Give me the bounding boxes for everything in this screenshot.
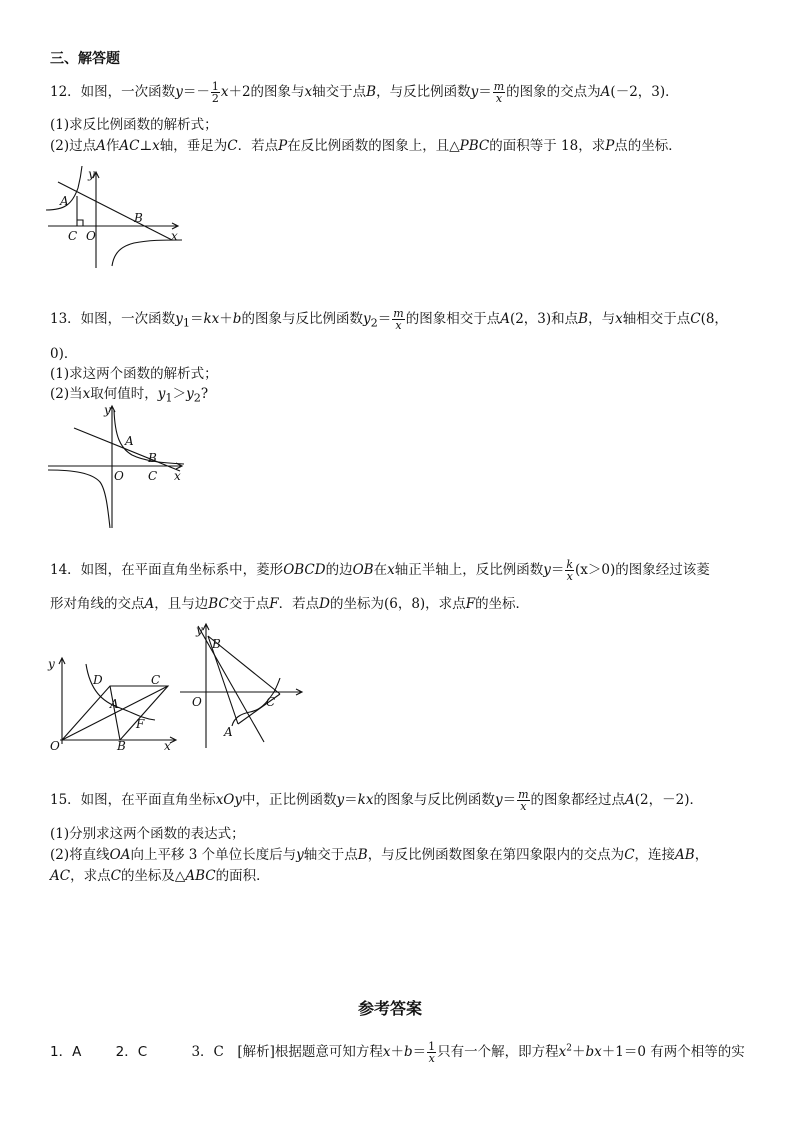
q15-label-B: B	[212, 637, 221, 651]
q13-line2: 0)．	[50, 346, 78, 362]
q15-line1: 15．如图，在平面直角坐标xOy中，正比例函数y＝kx的图象与反比例函数y＝ $\frac{m}{x}$ 的图象都经过点A(2，－2)．	[50, 788, 703, 813]
q14-label-y: y	[48, 657, 55, 671]
q12-label-y: y	[88, 167, 95, 181]
q12-sub2: (2)过点A作AC⊥x轴，垂足为C．若点P在反比例函数的图象上，且△PBC的面积等于 18，求P点的坐标．	[50, 138, 682, 154]
q15-sub1: (1)分别求这两个函数的表达式；	[50, 826, 245, 842]
q14-line2: 形对角线的交点A，且与边BC交于点F．若点D的坐标为(6，8)，求点F的坐标．	[50, 596, 530, 612]
q12-line1: 12．如图，一次函数y＝－ $\frac{1}{2}$ x＋2的图象与x轴交于点B，与反比例函数y＝ $\frac{m}{x}$ 的图象的交点为A(－2，3)．	[50, 80, 679, 105]
q14-label-D: D	[93, 673, 103, 687]
q12-label-A: A	[60, 194, 69, 208]
q15-label-O: O	[192, 695, 202, 709]
q15-label-A: A	[224, 725, 233, 739]
q12-label-O: O	[86, 229, 96, 243]
q12-sub1: (1)求反比例函数的解析式；	[50, 117, 218, 133]
q15-sub2: (2)将直线OA向上平移 3 个单位长度后与y轴交于点B，与反比例函数图象在第四象限内的交点为C，连接AB，	[50, 847, 709, 863]
q13-sub1: (1)求这两个函数的解析式；	[50, 366, 218, 382]
q12-label-x: x	[171, 229, 178, 243]
q15-figure	[176, 620, 306, 750]
q13-label-O: O	[114, 469, 124, 483]
q14-label-C: C	[151, 673, 161, 687]
q14-label-F: F	[136, 717, 145, 731]
q13-label-C: C	[148, 469, 158, 483]
q14-label-O: O	[50, 739, 60, 753]
q14-line1: 14．如图，在平面直角坐标系中，菱形OBCD的边OB在x轴正半轴上，反比例函数y＝ $\frac{k}{x}$ (x＞0)的图象经过该菱	[50, 558, 710, 583]
q12-figure	[44, 160, 194, 275]
answers-line	[50, 1040, 745, 1064]
answer-2: 2．C	[115, 1044, 148, 1060]
q14-label-A: A	[110, 697, 119, 711]
q13-figure	[44, 400, 194, 532]
q12-label-C: C	[68, 229, 78, 243]
answer-1: 1．A	[50, 1044, 82, 1060]
q14-label-B: B	[117, 739, 126, 753]
q13-line1: 13．如图，一次函数$y_1=kx+b$的图象与反比例函数$y_2=$ $\frac{m}{x}$ 的图象相交于点A(2，3)和点B，与x轴相交于点C(8，	[50, 307, 728, 332]
q14-label-x: x	[164, 739, 171, 753]
q15-label-C: C	[266, 695, 276, 709]
answers-title: 参考答案	[358, 999, 423, 1018]
q15-line3: AC，求点C的坐标及△ABC的面积．	[50, 868, 270, 884]
q12-label-B: B	[134, 211, 143, 225]
q13-label-B: B	[148, 451, 157, 465]
section-title: 三、解答题	[50, 51, 120, 67]
q14-figure	[40, 650, 180, 755]
q13-label-A: A	[125, 434, 134, 448]
q13-sub2: (2)当x取何值时，$y_1>y_2$?	[50, 386, 209, 405]
q15-label-y: y	[196, 623, 203, 637]
q13-label-x: x	[174, 469, 181, 483]
q13-label-y: y	[104, 403, 111, 417]
answer-3: 3．C [解析]根据题意可知方程x＋b＝ $\frac{1}{x}$ 只有一个解，即方程$x^2+bx+1=0$ 有两个相等的实	[191, 1040, 745, 1065]
